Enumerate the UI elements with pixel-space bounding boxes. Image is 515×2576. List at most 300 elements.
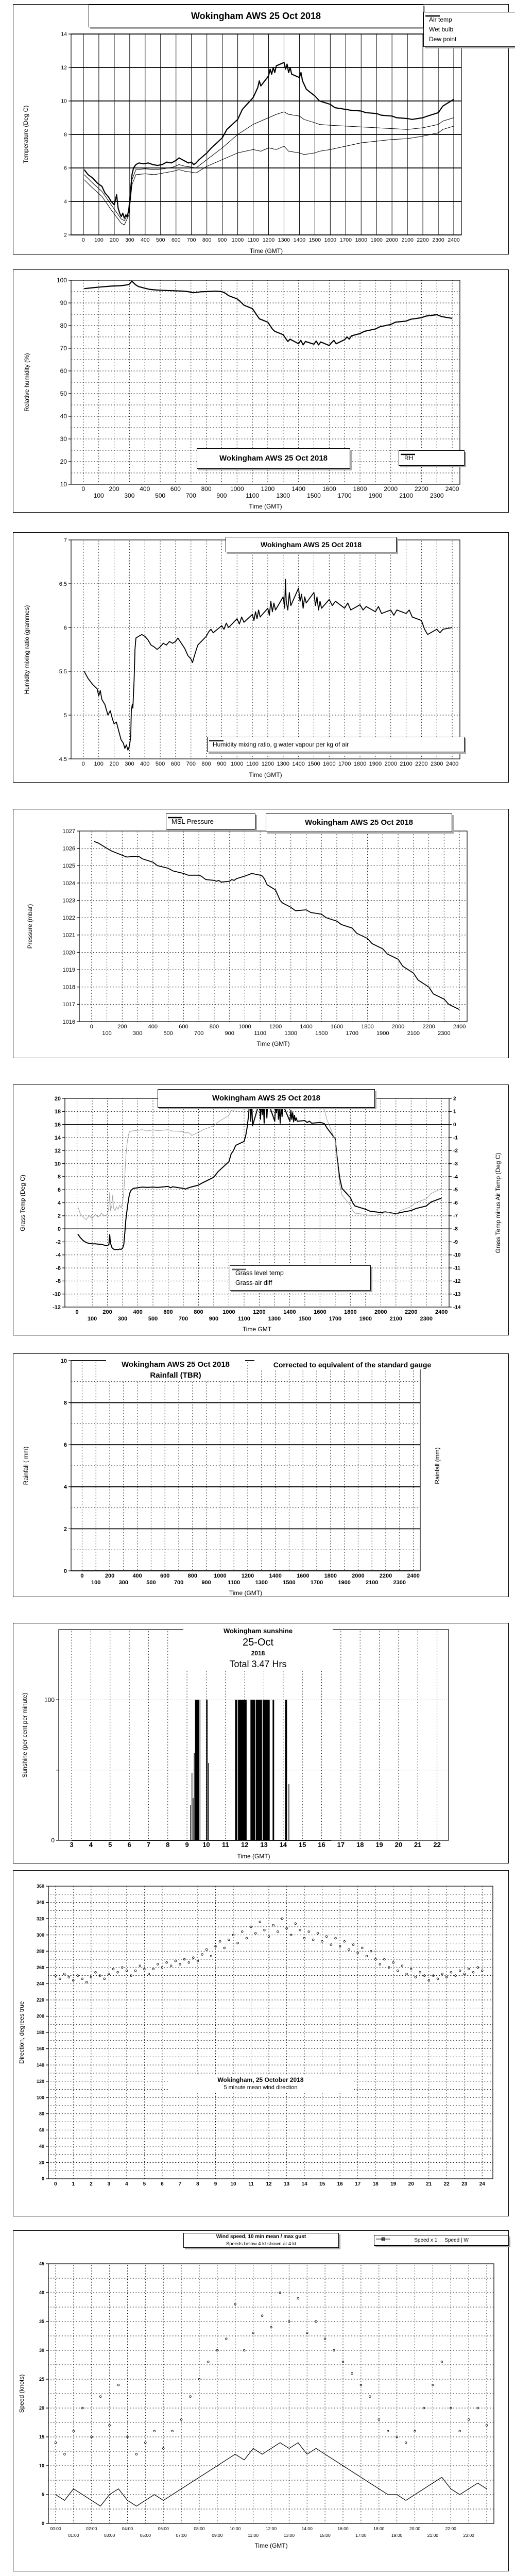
svg-text:1500: 1500 [283, 1580, 296, 1586]
svg-text:0: 0 [41, 2176, 44, 2182]
svg-text:1200: 1200 [269, 1024, 282, 1030]
svg-text:3: 3 [107, 2181, 111, 2187]
mixing-x-axis-label: Time (GMT) [249, 771, 282, 778]
svg-text:1016: 1016 [62, 1019, 75, 1025]
svg-text:30: 30 [60, 435, 67, 443]
chart-relative-humidity [13, 269, 509, 513]
svg-text:2200: 2200 [422, 1024, 435, 1030]
svg-text:14: 14 [279, 1841, 287, 1849]
chart-wind-direction [13, 1870, 509, 2216]
svg-text:3: 3 [70, 1841, 74, 1849]
svg-text:900: 900 [225, 1030, 234, 1037]
svg-text:1: 1 [72, 2181, 75, 2187]
svg-text:2300: 2300 [432, 237, 444, 243]
sunshine-x-axis-ticks [70, 1841, 440, 1849]
svg-text:-5: -5 [453, 1187, 458, 1193]
svg-text:1300: 1300 [284, 1030, 297, 1037]
chart-msl-pressure [13, 809, 509, 1058]
svg-text:1300: 1300 [278, 237, 290, 243]
svg-text:10:00: 10:00 [230, 2526, 241, 2531]
temperature-series-dew-point [84, 126, 454, 225]
svg-text:700: 700 [174, 1580, 184, 1586]
grass-y2-axis-ticks [449, 1096, 461, 1310]
svg-text:8: 8 [57, 1174, 61, 1180]
svg-text:100: 100 [94, 761, 104, 767]
svg-text:1700: 1700 [339, 237, 352, 243]
svg-text:1200: 1200 [253, 1309, 266, 1315]
speed-canvas [13, 2231, 508, 2571]
svg-text:2100: 2100 [365, 1580, 379, 1586]
direction-annotation-0 [168, 2076, 353, 2092]
legend-line-icon [399, 451, 418, 458]
direction-subtitle-text: 5 minute mean wind direction [224, 2084, 298, 2091]
svg-text:2000: 2000 [374, 1309, 387, 1315]
svg-text:-11: -11 [453, 1265, 460, 1272]
svg-text:6: 6 [63, 624, 67, 631]
svg-text:16:00: 16:00 [337, 2526, 349, 2531]
svg-text:200: 200 [117, 1024, 127, 1030]
pressure-x-axis-ticks [90, 1024, 466, 1037]
svg-text:1600: 1600 [322, 485, 336, 493]
direction-title-text: Wokingham, 25 October 2018 [217, 2076, 304, 2083]
svg-text:06:00: 06:00 [158, 2526, 169, 2531]
svg-text:1500: 1500 [308, 237, 321, 243]
svg-text:4: 4 [57, 1200, 61, 1207]
svg-text:2300: 2300 [420, 1316, 433, 1322]
mixing-title-text: Wokingham AWS 25 Oct 2018 [260, 540, 362, 549]
svg-text:1900: 1900 [376, 1030, 389, 1037]
svg-text:14: 14 [54, 1134, 61, 1141]
grass-series-grass-level-temp [78, 1098, 441, 1250]
pressure-annotation-0 [266, 814, 452, 832]
svg-text:0: 0 [54, 2181, 57, 2187]
svg-text:500: 500 [148, 1316, 158, 1322]
svg-text:2200: 2200 [417, 237, 429, 243]
svg-text:0: 0 [90, 1024, 93, 1030]
pressure-canvas [13, 809, 508, 1058]
svg-text:20: 20 [408, 2181, 414, 2187]
svg-text:0: 0 [80, 1573, 84, 1579]
legend-line-icon [208, 737, 226, 744]
svg-text:23:00: 23:00 [463, 2533, 474, 2538]
svg-text:10: 10 [54, 1161, 61, 1167]
svg-text:1800: 1800 [353, 761, 367, 767]
svg-text:1600: 1600 [323, 761, 336, 767]
svg-text:600: 600 [163, 1309, 173, 1315]
chart-rainfall [13, 1353, 509, 1597]
svg-text:5: 5 [63, 712, 67, 719]
svg-text:-8: -8 [453, 1226, 458, 1232]
humidity-title-text: Wokingham AWS 25 Oct 2018 [219, 454, 328, 463]
svg-text:4.5: 4.5 [59, 756, 67, 762]
pressure-legend [166, 814, 255, 829]
svg-text:400: 400 [141, 237, 150, 243]
svg-text:11: 11 [221, 1841, 229, 1849]
svg-text:1800: 1800 [355, 237, 367, 243]
svg-text:1023: 1023 [62, 897, 75, 904]
svg-text:23: 23 [461, 2181, 468, 2187]
svg-text:15: 15 [39, 2434, 44, 2440]
svg-text:1100: 1100 [237, 1316, 250, 1322]
svg-text:16: 16 [318, 1841, 325, 1849]
svg-text:14:00: 14:00 [301, 2526, 313, 2531]
svg-text:200: 200 [110, 237, 119, 243]
chart-wind-speed [13, 2230, 509, 2571]
legend-line-icon [230, 1266, 249, 1273]
svg-text:500: 500 [156, 237, 165, 243]
svg-text:1300: 1300 [276, 492, 290, 499]
legend-entry [414, 2238, 437, 2243]
svg-text:-7: -7 [453, 1213, 458, 1219]
svg-text:1800: 1800 [344, 1309, 357, 1315]
legend-entry [429, 36, 512, 43]
svg-text:1300: 1300 [268, 1316, 281, 1322]
svg-text:1100: 1100 [246, 492, 260, 499]
svg-text:1018: 1018 [62, 984, 75, 991]
legend-entry [171, 818, 250, 825]
legend-label: RH [404, 454, 414, 462]
svg-text:900: 900 [217, 237, 227, 243]
speed-legend [374, 2235, 509, 2246]
legend-label: Grass-air diff [235, 1279, 272, 1286]
svg-text:04:00: 04:00 [122, 2526, 133, 2531]
svg-text:1200: 1200 [261, 761, 274, 767]
svg-text:2300: 2300 [438, 1030, 451, 1037]
svg-text:80: 80 [60, 322, 67, 330]
svg-text:300: 300 [36, 1932, 44, 1938]
svg-text:2400: 2400 [435, 1309, 448, 1315]
svg-text:900: 900 [217, 761, 227, 767]
svg-text:12:00: 12:00 [265, 2526, 277, 2531]
legend-label: Wet bulb [429, 26, 454, 33]
svg-text:22: 22 [433, 1841, 441, 1849]
svg-text:08:00: 08:00 [194, 2526, 205, 2531]
svg-text:-10: -10 [53, 1291, 61, 1298]
speed-series-max-gust [55, 2292, 488, 2455]
rainfall-title-text: Wokingham AWS 25 Oct 2018 [121, 1360, 230, 1369]
svg-text:100: 100 [56, 277, 67, 284]
svg-text:0: 0 [41, 2521, 44, 2527]
humidity-x-axis-label: Time (GMT) [249, 503, 282, 510]
sunshine-title-text: Wokingham sunshine [223, 1627, 293, 1635]
humidity-annotation-0 [197, 448, 350, 469]
humidity-y-axis-ticks [57, 277, 71, 488]
temperature-legend [423, 12, 515, 47]
direction-y-axis-label: Direction, degrees true [18, 2001, 25, 2064]
svg-text:2: 2 [57, 1213, 61, 1219]
svg-text:1200: 1200 [262, 237, 275, 243]
svg-text:1900: 1900 [369, 761, 382, 767]
direction-x-axis-ticks [54, 2181, 485, 2187]
svg-text:20: 20 [54, 1095, 61, 1102]
grass-y-axis-label: Grass Temp (Deg C) [19, 1174, 26, 1231]
svg-text:7: 7 [178, 2181, 182, 2187]
temperature-x-axis-ticks [82, 237, 460, 243]
svg-text:8: 8 [64, 131, 67, 138]
svg-text:200: 200 [109, 761, 119, 767]
svg-text:300: 300 [118, 1580, 129, 1586]
svg-text:09:00: 09:00 [212, 2533, 223, 2538]
svg-text:1200: 1200 [241, 1573, 254, 1579]
legend-entry [429, 26, 512, 33]
svg-text:02:00: 02:00 [86, 2526, 97, 2531]
svg-text:400: 400 [140, 761, 150, 767]
svg-text:0: 0 [81, 485, 85, 493]
humidity-canvas [13, 270, 508, 512]
svg-text:21: 21 [426, 2181, 432, 2187]
svg-text:6: 6 [64, 165, 67, 172]
pressure-y-axis-label: Pressure (mbar) [26, 904, 33, 949]
svg-text:18: 18 [372, 2181, 379, 2187]
svg-text:0: 0 [63, 1568, 67, 1574]
direction-canvas [13, 1871, 508, 2216]
svg-text:700: 700 [178, 1316, 188, 1322]
svg-text:4: 4 [89, 1841, 93, 1849]
mixing-annotation-0 [226, 537, 397, 552]
svg-text:1400: 1400 [291, 485, 306, 493]
svg-text:21:00: 21:00 [427, 2533, 439, 2538]
sunshine-x-axis-label: Time (GMT) [237, 1853, 270, 1860]
svg-text:100: 100 [94, 237, 104, 243]
svg-text:100: 100 [102, 1030, 112, 1037]
rainfall-annotation-1 [254, 1360, 450, 1369]
rainfall-y-axis-ticks [61, 1358, 71, 1574]
svg-text:1000: 1000 [222, 1309, 235, 1315]
pressure-x-axis-label: Time (GMT) [256, 1040, 290, 1047]
svg-text:12: 12 [266, 2181, 272, 2187]
svg-text:1900: 1900 [370, 237, 383, 243]
svg-text:10: 10 [39, 2463, 44, 2469]
svg-text:2400: 2400 [445, 761, 459, 767]
svg-text:10: 10 [60, 1358, 67, 1364]
svg-text:1027: 1027 [62, 828, 75, 835]
svg-text:10: 10 [60, 481, 67, 488]
svg-text:900: 900 [209, 1316, 219, 1322]
legend-line-icon [424, 12, 442, 20]
svg-text:-12: -12 [453, 1278, 461, 1284]
svg-text:300: 300 [125, 237, 134, 243]
svg-text:6: 6 [57, 1187, 61, 1194]
svg-text:2200: 2200 [379, 1573, 392, 1579]
svg-text:-4: -4 [453, 1174, 458, 1180]
speed-annotation-0 [183, 2233, 339, 2248]
svg-text:1500: 1500 [315, 1030, 328, 1037]
svg-text:05:00: 05:00 [140, 2533, 151, 2538]
svg-text:16: 16 [54, 1122, 61, 1128]
svg-text:1100: 1100 [254, 1030, 267, 1037]
svg-text:1800: 1800 [324, 1573, 337, 1579]
svg-text:400: 400 [140, 485, 150, 493]
mixing-series-mixing-ratio [84, 580, 452, 751]
pressure-title-text: Wokingham AWS 25 Oct 2018 [304, 818, 414, 827]
rainfall-note-text: Corrected to equivalent of the standard gauge [273, 1361, 432, 1369]
svg-text:160: 160 [36, 2046, 44, 2052]
temperature-title-text: Wokingham AWS 25 Oct 2018 [191, 11, 321, 21]
svg-text:-1: -1 [453, 1135, 458, 1141]
svg-text:7: 7 [146, 1841, 151, 1849]
svg-text:2100: 2100 [401, 237, 414, 243]
rainfall-subtitle-text: Rainfall (TBR) [150, 1371, 201, 1380]
svg-text:9: 9 [185, 1841, 189, 1849]
svg-text:1800: 1800 [353, 485, 367, 493]
svg-text:18: 18 [356, 1841, 364, 1849]
svg-text:-14: -14 [453, 1304, 461, 1311]
svg-text:1: 1 [453, 1109, 456, 1115]
svg-text:4: 4 [125, 2181, 128, 2187]
svg-text:-4: -4 [56, 1252, 61, 1259]
svg-text:800: 800 [209, 1024, 219, 1030]
svg-text:340: 340 [36, 1900, 44, 1905]
svg-text:1500: 1500 [307, 761, 320, 767]
svg-text:1024: 1024 [62, 880, 75, 887]
rainfall-y-axis-label: Rainfall ( mm) [22, 1446, 29, 1485]
svg-text:07:00: 07:00 [176, 2533, 187, 2538]
svg-text:500: 500 [155, 492, 166, 499]
grass-title-text: Wokingham AWS 25 Oct 2018 [212, 1094, 321, 1103]
rainfall-y2-axis-label: Rainfall (mm) [434, 1447, 441, 1484]
pressure-series-msl-pressure [94, 841, 459, 1009]
temperature-y-axis-ticks [61, 31, 71, 239]
humidity-y-axis-label: Relative humidity (%) [23, 353, 30, 412]
grass-legend [230, 1265, 371, 1291]
svg-text:0: 0 [453, 1122, 456, 1128]
svg-text:1400: 1400 [300, 1024, 313, 1030]
svg-text:1300: 1300 [277, 761, 290, 767]
svg-text:100: 100 [44, 1696, 55, 1704]
svg-text:8: 8 [166, 1841, 170, 1849]
svg-text:7: 7 [63, 537, 67, 544]
svg-text:2: 2 [90, 2181, 93, 2187]
svg-text:1700: 1700 [346, 1030, 359, 1037]
svg-text:300: 300 [132, 1030, 143, 1037]
svg-text:-3: -3 [453, 1161, 458, 1167]
svg-text:35: 35 [39, 2319, 44, 2325]
svg-text:01:00: 01:00 [68, 2533, 79, 2538]
svg-text:2100: 2100 [400, 761, 413, 767]
svg-text:22:00: 22:00 [445, 2526, 456, 2531]
svg-text:14: 14 [61, 31, 67, 38]
svg-text:12: 12 [54, 1148, 61, 1155]
sunshine-year-text: 2018 [251, 1650, 265, 1657]
grass-x-axis-label: Time GMT [242, 1326, 272, 1333]
svg-text:700: 700 [194, 1030, 204, 1037]
svg-text:22: 22 [443, 2181, 450, 2187]
svg-text:60: 60 [39, 2127, 44, 2133]
svg-text:8: 8 [196, 2181, 199, 2187]
humidity-series-rh [84, 281, 452, 346]
legend-entry [404, 454, 459, 462]
mixing-legend [207, 737, 465, 752]
svg-text:1600: 1600 [314, 1309, 327, 1315]
svg-text:10: 10 [230, 2181, 236, 2187]
svg-text:800: 800 [201, 761, 211, 767]
svg-text:1500: 1500 [298, 1316, 312, 1322]
svg-text:6: 6 [127, 1841, 131, 1849]
svg-text:-2: -2 [56, 1239, 61, 1246]
svg-text:-8: -8 [56, 1278, 61, 1285]
svg-text:100: 100 [36, 2095, 44, 2100]
svg-text:-6: -6 [56, 1265, 61, 1272]
svg-text:18: 18 [54, 1109, 61, 1115]
svg-text:400: 400 [132, 1573, 142, 1579]
svg-text:400: 400 [148, 1024, 158, 1030]
speed-note1-text: Wind speed, 10 min mean / max gust [216, 2234, 306, 2240]
sunshine-date_label-text: 25-Oct [242, 1637, 274, 1648]
speed-x-axis-ticks [50, 2526, 474, 2538]
grass-y2-axis-label: Grass Temp minus Air Temp (Deg C) [494, 1153, 502, 1253]
svg-text:2200: 2200 [415, 761, 428, 767]
svg-text:600: 600 [170, 761, 181, 767]
svg-text:1000: 1000 [231, 761, 244, 767]
svg-text:500: 500 [163, 1030, 173, 1037]
svg-text:4: 4 [63, 1484, 67, 1490]
pressure-y-axis-ticks [63, 828, 79, 1025]
svg-text:-6: -6 [453, 1200, 458, 1206]
svg-text:1100: 1100 [247, 237, 259, 243]
svg-text:0: 0 [75, 1309, 79, 1315]
svg-text:2300: 2300 [430, 761, 443, 767]
svg-text:40: 40 [39, 2144, 44, 2149]
temperature-series-wet-bulb [84, 112, 454, 221]
svg-text:21: 21 [414, 1841, 422, 1849]
svg-text:500: 500 [155, 761, 165, 767]
svg-text:2000: 2000 [391, 1024, 405, 1030]
svg-text:1400: 1400 [293, 237, 306, 243]
humidity-x-axis-ticks [82, 485, 459, 499]
svg-text:900: 900 [201, 1580, 211, 1586]
svg-text:20: 20 [39, 2405, 44, 2411]
svg-text:13:00: 13:00 [283, 2533, 295, 2538]
svg-text:2200: 2200 [405, 1309, 418, 1315]
svg-text:60: 60 [60, 367, 67, 375]
svg-text:1000: 1000 [238, 1024, 251, 1030]
svg-text:17: 17 [355, 2181, 361, 2187]
svg-text:2400: 2400 [448, 237, 460, 243]
svg-text:2400: 2400 [407, 1573, 420, 1579]
svg-text:2200: 2200 [415, 485, 428, 493]
humidity-legend [399, 450, 465, 466]
svg-text:500: 500 [146, 1580, 156, 1586]
svg-text:2300: 2300 [393, 1580, 406, 1586]
legend-line-icon [374, 2235, 393, 2243]
svg-text:2: 2 [453, 1096, 456, 1102]
svg-text:1700: 1700 [338, 761, 351, 767]
svg-text:1400: 1400 [269, 1573, 282, 1579]
svg-text:800: 800 [187, 1573, 198, 1579]
svg-text:2000: 2000 [384, 485, 398, 493]
direction-y-axis-ticks [37, 1884, 48, 2181]
svg-text:800: 800 [194, 1309, 203, 1315]
sunshine-total-text: Total 3.47 Hrs [229, 1659, 287, 1669]
svg-text:1000: 1000 [214, 1573, 227, 1579]
svg-text:900: 900 [216, 492, 227, 499]
svg-text:-13: -13 [453, 1292, 461, 1298]
svg-text:40: 40 [39, 2290, 44, 2296]
svg-text:1300: 1300 [255, 1580, 268, 1586]
chart-humidity-mixing-ratio [13, 532, 509, 783]
svg-text:1800: 1800 [361, 1024, 374, 1030]
svg-text:6.5: 6.5 [59, 581, 67, 587]
svg-text:600: 600 [170, 485, 181, 493]
legend-label: Dew point [429, 36, 457, 43]
svg-text:12: 12 [61, 64, 67, 71]
svg-text:1100: 1100 [228, 1580, 241, 1586]
svg-text:1900: 1900 [338, 1580, 351, 1586]
legend-line-icon [166, 814, 185, 821]
svg-text:25: 25 [39, 2377, 44, 2382]
svg-text:03:00: 03:00 [104, 2533, 115, 2538]
legend-entry [444, 2238, 469, 2243]
